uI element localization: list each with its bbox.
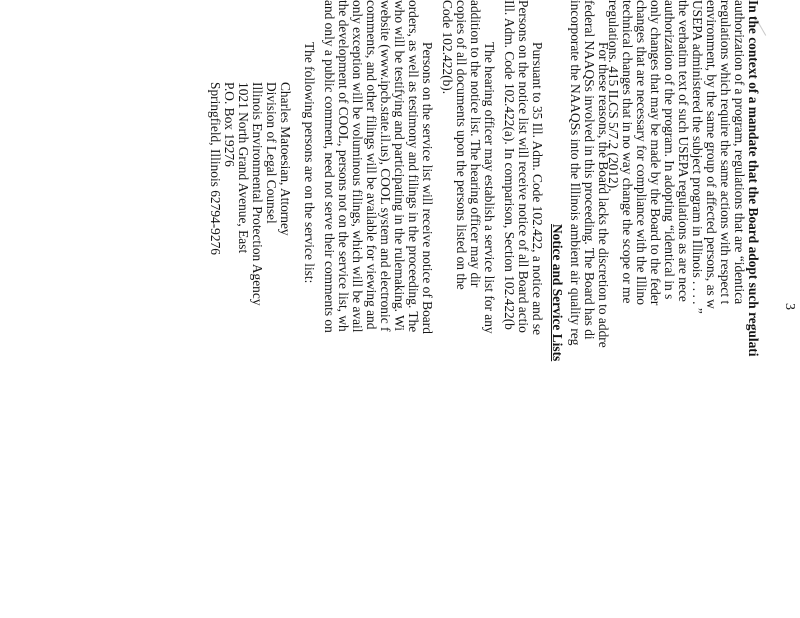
text-line: comments, and other filings will be available for viewing and (364, 0, 379, 330)
text-line: copies of all documents upon the persons listed on the (454, 0, 469, 290)
address-line: P.O. Box 19276 (222, 82, 237, 167)
text-line: the verbatim text of such USEPA regulations as are nece (676, 0, 691, 302)
text-line: addition to the notice list. The hearing officer may dir (468, 0, 483, 288)
text-line: incorporate the NAAQSs into the Illinois ambient air quality reg (568, 0, 583, 346)
service-list-intro: The following persons are on the service list: (302, 42, 317, 284)
text-line: regulations which require the same actions with respect t (718, 0, 733, 305)
text-line: authorization of the program. In adopting “identical in s (662, 0, 677, 300)
address-line: 1021 North Grand Avenue, East (236, 82, 251, 254)
text-line: who will be testifying and participating in the rulemaking. Wi (392, 0, 407, 331)
text-line: only changes that may be made by the Board to the feder (648, 0, 663, 306)
text-line: and only a public comment, need not serve their comments on (322, 0, 337, 333)
text-line: only exception will be voluminous filings, which will be avail (350, 0, 365, 333)
text-line: authorization of a program, regulations that are “identica (732, 0, 747, 305)
text-line: federal NAAQSs involved in this proceeding. The Board has di (582, 0, 597, 340)
text-line: In the context of a mandate that the Board adopt such regulati (746, 0, 761, 357)
text-line: Code 102.422(b). (440, 0, 455, 95)
text-line: technical changes that in no way change the scope or me (620, 0, 635, 304)
text-line: USEPA administered the subject program in Illinois . . . . ” (690, 0, 705, 314)
text-line: Ill. Adm. Code 102.422(a). In comparison, Section 102.422(b (502, 0, 517, 330)
text-line: changes that are necessary for compliance with the Illino (634, 0, 649, 305)
text-line: For these reasons, the Board lacks the discretion to addre (596, 42, 611, 348)
address-line: Springfield, Illinois 62794-9276 (208, 82, 223, 255)
text-line: website (www.ipcb.state.il.us), COOL system and electronic f (378, 0, 393, 332)
section-heading: Notice and Service Lists (550, 224, 565, 362)
text-line: Pursuant to 35 Ill. Adm. Code 102.422, a notice and se (530, 42, 545, 336)
address-line: Division of Legal Counsel (264, 82, 279, 224)
text-line: environment, by the same group of affected persons, as w (704, 0, 719, 309)
rotated-document (45, 0, 800, 618)
text-line: the development of COOL, persons not on the service list, wh (336, 0, 351, 332)
text-line: orders, as well as testimony and filings in the proceeding. The (406, 0, 421, 333)
text-line: regulations. 415 ILCS 5/7.2 (2012). (606, 0, 621, 192)
text-line: The hearing officer may establish a service list for any (482, 42, 497, 334)
address-line: Charles Matoesian, Attorney (278, 82, 293, 236)
text-line: Persons on the service list will receive notice of Board (420, 42, 435, 334)
text-line: Persons on the notice list will receive notice of all Board actio (516, 0, 531, 333)
address-line: Illinois Environmental Protection Agency (250, 82, 265, 306)
page-number: 3 (782, 303, 797, 310)
